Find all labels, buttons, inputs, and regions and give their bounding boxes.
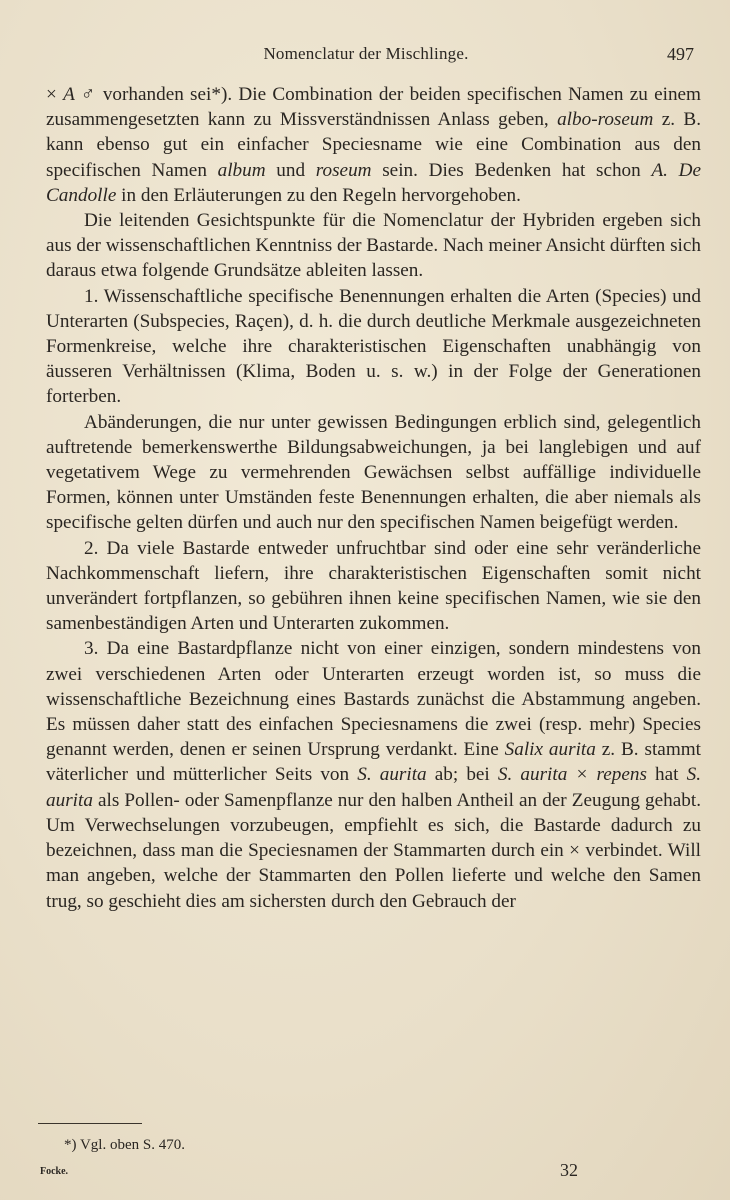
italic-run: A. De Candolle: [46, 159, 702, 206]
italic-run: roseum: [315, 159, 372, 181]
text-run: ×: [46, 84, 64, 105]
paragraph: [46, 410, 701, 536]
paragraph: [46, 536, 701, 637]
signature-mark: Focke.: [40, 1166, 69, 1177]
sheet-number: 32: [560, 1160, 578, 1180]
text-run: vorhanden sei*). Die Combination der beiden specifischen Namen zu einem zusammengesetzten kann zu Missverständnissen Anlass geben,: [46, 84, 701, 131]
footnote-rule: [38, 1123, 142, 1124]
paragraph: [46, 208, 701, 284]
body-text: [46, 82, 701, 914]
page-header: [44, 44, 694, 70]
italic-run: S. aurita: [357, 764, 427, 786]
italic-run: Salix aurita: [504, 739, 596, 761]
running-title: Nomenclatur der Mischlinge.: [263, 44, 469, 63]
text-run: z. B. stammt väterlicher und mütterlicher Seits von: [46, 739, 701, 786]
paragraph: [46, 284, 701, 410]
text-run: in den Erläuterungen zu den Regeln hervorgehoben.: [116, 184, 521, 206]
text-run: Abänderungen, die nur unter gewissen Bedingungen erblich sind, gelegentlich auftretende bemerkenswerthe Bildungsabweichungen, ja bei langlebigen und auf vegetativem Wege zu vermehrenden Gewächsen selbst auffällige individuelle Formen, können unter Umständen feste Benennungen erhalten, die aber niemals als specifische gelten dürfen und auch nur den specifischen Namen beigefügt werden.: [46, 411, 701, 534]
footnote: *) Vgl. oben S. 470.: [64, 1137, 185, 1153]
italic-run: A ♂: [63, 84, 97, 105]
italic-run: albo-roseum: [557, 109, 654, 131]
italic-run: S. aurita × repens: [497, 764, 647, 786]
italic-run: album: [217, 159, 266, 181]
text-run: 2. Da viele Bastarde entweder unfruchtbar sind oder eine sehr veränderliche Nachkommenschaft liefern, ihre charakteristischen Eigenschaften somit nicht unverändert fortpflanzen, so gebühren ihnen keine specifischen Namen, wie sie den samenbeständigen Arten und Unterarten zukommen.: [46, 537, 701, 635]
text-run: als Pollen- oder Samenpflanze nur den halben Antheil an der Zeugung gehabt. Um Verwechselungen vorzubeugen, empfiehlt es sich, die Bastarde dadurch zu bezeichnen, dass man die Speciesnamen der Stammarten durch ein × verbindet. Will man angeben, welche der Stammarten den Pollen lieferte und welche den Samen trug, so geschieht dies am sichersten durch den Gebrauch der: [46, 789, 701, 912]
text-run: hat: [646, 764, 687, 786]
paragraph: [46, 636, 701, 913]
paragraph: [46, 82, 701, 208]
text-run: 3. Da eine Bastardpflanze nicht von einer einzigen, sondern mindestens von zwei verschiedenen Arten oder Unterarten erzeugt worden ist, so muss die wissenschaftliche Bezeichnung eines Bastards zunächst die Abstammung angeben. Es müssen daher statt des einfachen Speciesnamens die zwei (resp. mehr) Species genannt werden, denen er seinen Ursprung verdankt. Eine: [46, 638, 701, 761]
page-number: 497: [667, 44, 694, 64]
text-run: und: [265, 159, 316, 181]
text-run: 1. Wissenschaftliche specifische Benennungen erhalten die Arten (Species) und Unterarten (Subspecies, Raçen), d. h. die durch deutliche Merkmale ausgezeichneten Formenkreise, welche ihre charakteristischen Eigenschaften unabhängig von äusseren Verhältnissen (Klima, Boden u. s. w.) in der Folge der Generationen forterben.: [46, 285, 701, 408]
text-run: z. B. kann ebenso gut ein einfacher Speciesname wie eine Combination aus den specifischen Namen: [46, 109, 701, 181]
italic-run: S. aurita: [46, 764, 701, 811]
text-run: ab; bei: [426, 764, 498, 786]
text-run: Die leitenden Gesichtspunkte für die Nomenclatur der Hybriden ergeben sich aus der wissenschaftlichen Kenntniss der Bastarde. Nach meiner Ansicht dürften sich daraus etwa folgende Grundsätze ableiten lassen.: [46, 210, 701, 282]
text-run: sein. Dies Bedenken hat schon: [371, 159, 652, 181]
